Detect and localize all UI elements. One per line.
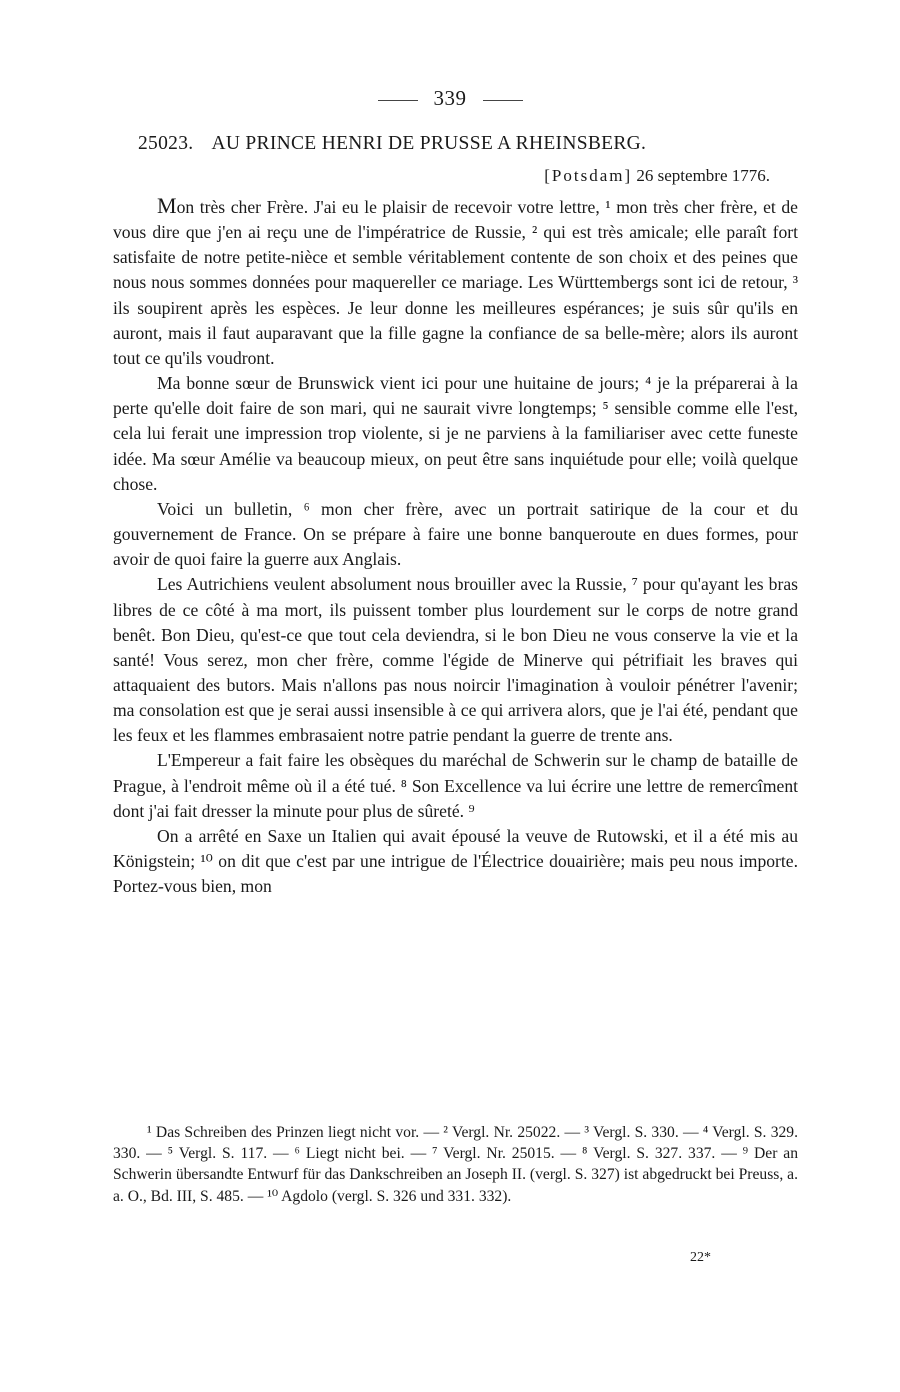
letter-date: 26 septembre 1776. <box>636 166 770 185</box>
paragraph: Ma bonne sœur de Brunswick vient ici pour une huitaine de jours; ⁴ je la préparerai à la perte qu'elle doit faire de son mari, qui ne saurait vivre longtemps; ⁵ sensible comme elle l'est, cela lui ferait une impression trop violente, si je ne parviens à la familiariser avec cette funeste idée. Ma sœur Amélie va beaucoup mieux, on peut être sans inquiétude pour elle; voilà quelque chose. <box>113 373 798 494</box>
paragraph: Voici un bulletin, ⁶ mon cher frère, avec un portrait satirique de la cour et du gouvernement de France. On se prépare à faire une bonne banqueroute en dues formes, pour avoir de quoi faire la guerre aux Anglais. <box>113 498 798 570</box>
header-rule-right <box>483 100 523 101</box>
footnotes <box>113 1122 798 1207</box>
letter-dateline <box>544 166 770 186</box>
paragraph: On a arrêté en Saxe un Italien qui avait épousé la veuve de Rutowski, et il a été mis au Königstein; ¹⁰ on dit que c'est par une intrigue de l'Électrice douairière; mais peu nous importe. Portez-vous bien, mon <box>113 825 798 897</box>
page-number: 339 <box>433 86 467 110</box>
paragraph: Les Autrichiens veulent absolument nous brouiller avec la Russie, ⁷ pour qu'ayant les bras libres de ce côté à ma mort, ils puissent tomber plus lourdement sur le corps de notre grand benêt. Bon Dieu, qu'est-ce que tout cela deviendra, si le bon Dieu ne vous conserve la vie et la santé! Vous serez, mon cher frère, comme l'égide de Minerve qui pétrifiait les braves qui attaquaient des butors. Mais n'allons pas nous noircir l'imagination à vouloir pénétrer l'avenir; ma consolation est que je serai aussi insensible à ce qui arrivera alors, que je l'ai été, pendant que les feux et les flammes embrasaient notre patrie pendant la guerre de trente ans. <box>113 574 798 746</box>
letter-body <box>113 193 798 899</box>
footnote-text: ¹ Das Schreiben des Prinzen liegt nicht vor. — ² Vergl. Nr. 25022. — ³ Vergl. S. 330. — ⁴ Vergl. S. 329. 330. — ⁵ Vergl. S. 117. — ⁶ Liegt nicht bei. — ⁷ Vergl. Nr. 25015. — ⁸ Vergl. S. 327. 337. — ⁹ Der an Schwerin übersandte Entwurf für das Dankschreiben an Joseph II. (vergl. S. 327) ist abgedruckt bei Preuss, a. a. O., Bd. III, S. 485. — ¹⁰ Agdolo (vergl. S. 326 und 331. 332). <box>113 1124 798 1205</box>
letter-place: [Potsdam] <box>544 166 633 185</box>
page-header <box>0 86 900 111</box>
header-rule-left <box>378 100 418 101</box>
sheet-signature: 22* <box>690 1250 711 1265</box>
letter-heading <box>138 133 788 155</box>
letter-number: 25023. <box>138 133 194 154</box>
paragraph: Mon très cher Frère. J'ai eu le plaisir de recevoir votre lettre, ¹ mon très cher frère, et de vous dire que j'en ai reçu une de l'impératrice de Russie, ² qui est très amicale; elle paraît fort satisfaite de notre petite-nièce et semble véritablement contente de son choix et des peines que nous nous sommes données pour maquereller ce mariage. Les Württembergs sont ici de retour, ³ ils soupirent après les espèces. Je leur donne les meilleures espérances; je suis sûr qu'ils en auront, mais il faut auparavant que la fille gagne la confiance de sa belle-mère; alors ils auront tout ce qu'ils voudront. <box>113 193 798 368</box>
paragraph: L'Empereur a fait faire les obsèques du maréchal de Schwerin sur le champ de bataille de Prague, à l'endroit même où il a été tué. ⁸ Son Excellence va lui écrire une lettre de remercîment dont j'ai fait dresser la minute pour plus de sûreté. ⁹ <box>113 750 798 821</box>
letter-title: AU PRINCE HENRI DE PRUSSE A RHEINSBERG. <box>211 133 647 154</box>
